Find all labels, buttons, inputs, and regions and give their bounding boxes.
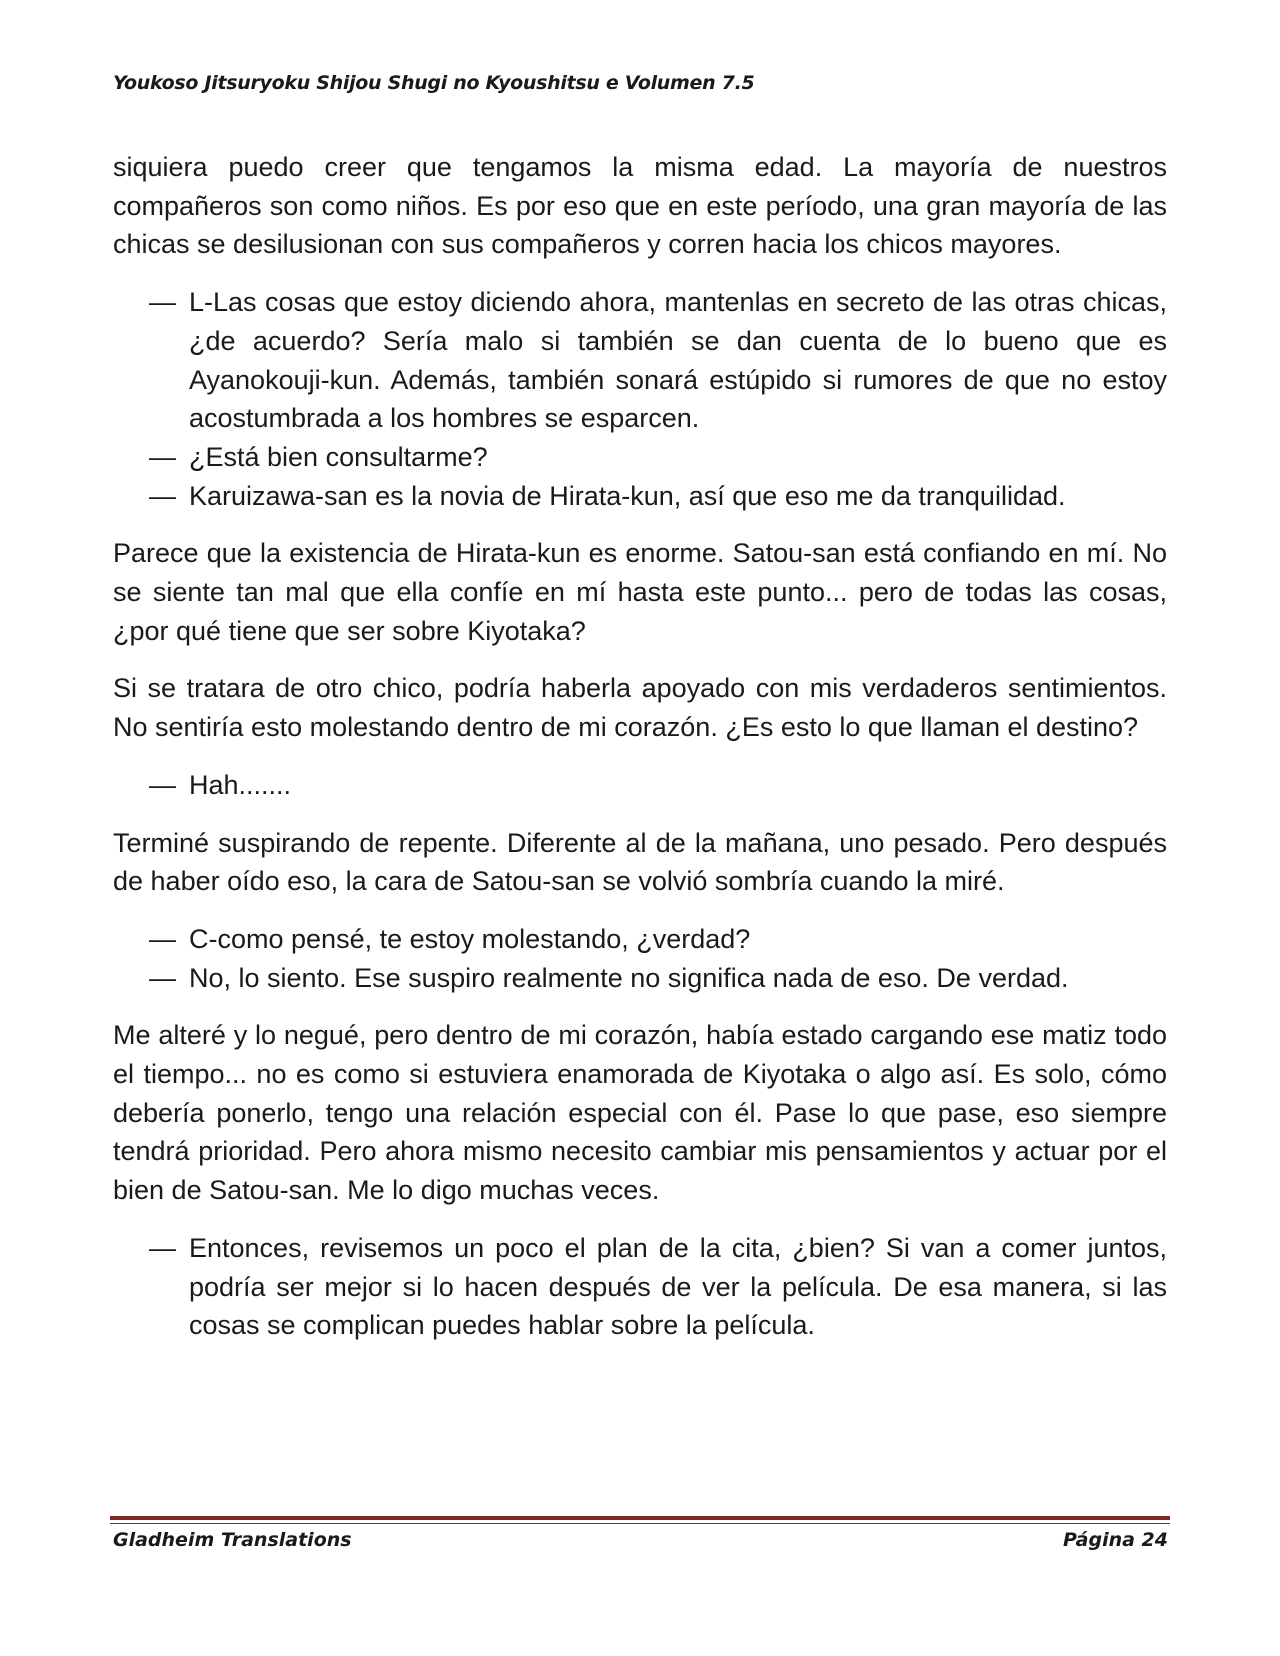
dialogue-text: Hah....... xyxy=(189,769,292,800)
footer-credit: Gladheim Translations xyxy=(113,1529,352,1551)
paragraph: Parece que la existencia de Hirata-kun es enorme. Satou-san está confiando en mí. No se siente tan mal que ella confíe en mí hasta este punto... pero de todas las cosas, ¿por qué tiene que ser sobre Kiyotaka? xyxy=(113,538,1167,646)
em-dash: — xyxy=(149,441,176,472)
paragraph: Me alteré y lo negué, pero dentro de mi corazón, había estado cargando ese matiz todo el tiempo... no es como si estuviera enamorada de Kiyotaka o algo así. Es solo, cómo debería ponerlo, tengo una relación especial con él. Pase lo que pase, eso siempre tendrá prioridad. Pero ahora mismo necesito cambiar mis pensamientos y actuar por el bien de Satou-san. Me lo digo muchas veces. xyxy=(113,1020,1167,1206)
running-header: Youkoso Jitsuryoku Shijou Shugi no Kyoushitsu e Volumen 7.5 xyxy=(113,72,755,94)
dialogue-group xyxy=(113,283,1167,515)
dialogue-line xyxy=(113,438,1167,477)
dialogue-group xyxy=(113,920,1167,997)
em-dash: — xyxy=(149,287,176,318)
dialogue-line xyxy=(113,477,1167,516)
dialogue-group xyxy=(113,766,1167,805)
paragraph: siquiera puedo creer que tengamos la misma edad. La mayoría de nuestros compañeros son como niños. Es por eso que en este período, una gran mayoría de las chicas se desilusionan con sus compañeros y corren hacia los chicos mayores. xyxy=(113,152,1167,260)
dialogue-text: L-Las cosas que estoy diciendo ahora, mantenlas en secreto de las otras chicas, ¿de acuerdo? Sería malo si también se dan cuenta de lo bueno que es Ayanokouji-kun. Además, también sonará estúpido si rumores de que no estoy acostumbrada a los hombres se esparcen. xyxy=(189,287,1167,434)
page-number: Página 24 xyxy=(1062,1529,1168,1551)
dialogue-line xyxy=(113,920,1167,959)
page-body xyxy=(113,148,1167,1364)
footer-rule-thin xyxy=(110,1523,1170,1524)
em-dash: — xyxy=(149,1232,176,1263)
em-dash: — xyxy=(149,923,176,954)
em-dash: — xyxy=(149,480,176,511)
footer-rule xyxy=(110,1516,1170,1520)
dialogue-text: Karuizawa-san es la novia de Hirata-kun, así que eso me da tranquilidad. xyxy=(189,480,1066,511)
paragraph: Si se tratara de otro chico, podría haberla apoyado con mis verdaderos sentimientos. No sentiría esto molestando dentro de mi corazón. ¿Es esto lo que llaman el destino? xyxy=(113,673,1167,743)
dialogue-text: C-como pensé, te estoy molestando, ¿verdad? xyxy=(189,923,751,954)
em-dash: — xyxy=(149,962,176,993)
dialogue-text: No, lo siento. Ese suspiro realmente no significa nada de eso. De verdad. xyxy=(189,962,1069,993)
dialogue-group xyxy=(113,1229,1167,1345)
dialogue-text: Entonces, revisemos un poco el plan de la cita, ¿bien? Si van a comer juntos, podría ser mejor si lo hacen después de ver la película. De esa manera, si las cosas se complican puedes hablar sobre la película. xyxy=(189,1232,1167,1341)
dialogue-text: ¿Está bien consultarme? xyxy=(189,441,488,472)
em-dash: — xyxy=(149,769,176,800)
paragraph: Terminé suspirando de repente. Diferente al de la mañana, uno pesado. Pero después de haber oído eso, la cara de Satou-san se volvió sombría cuando la miré. xyxy=(113,827,1167,897)
dialogue-line xyxy=(113,283,1167,438)
dialogue-line xyxy=(113,959,1167,998)
dialogue-line xyxy=(113,1229,1167,1345)
dialogue-line xyxy=(113,766,1167,805)
